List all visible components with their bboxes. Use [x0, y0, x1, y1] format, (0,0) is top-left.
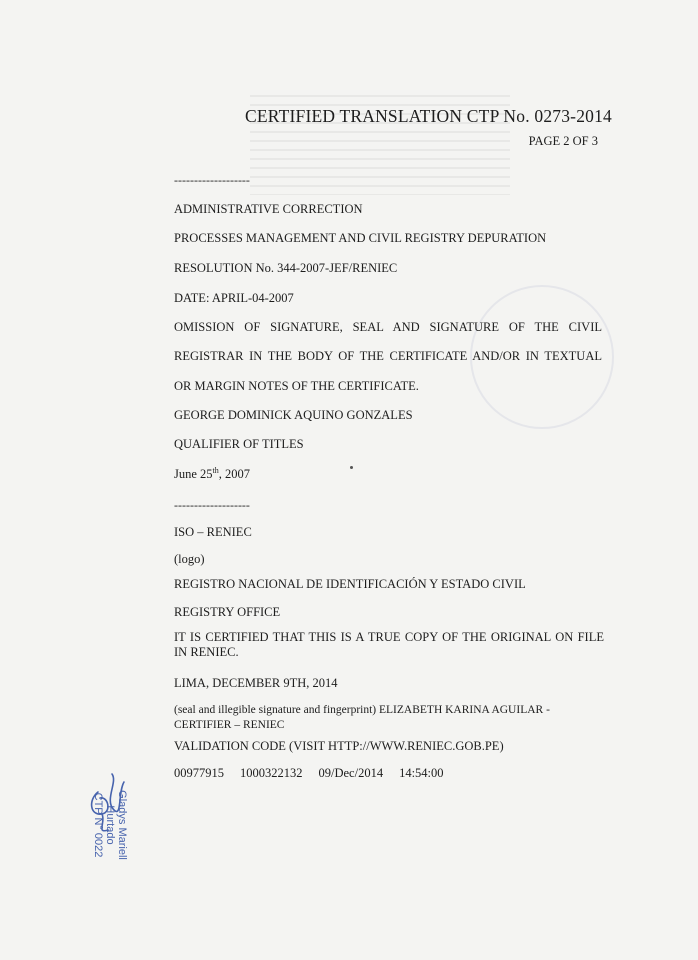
registry-office: REGISTRY OFFICE: [174, 605, 281, 619]
resolution-date: DATE: APRIL-04-2007: [174, 291, 294, 305]
official-name: GEORGE DOMINICK AQUINO GONZALES: [174, 408, 413, 422]
translator-stamp: [92, 770, 128, 880]
resolution-text-line: OMISSION OF SIGNATURE, SEAL AND SIGNATURE OF THE CIVIL: [174, 320, 602, 334]
validation-codes: [174, 766, 460, 781]
translator-name: Gladys Mariell Hurtado: [104, 790, 128, 860]
translator-ctp: CTP N° 0022: [92, 792, 104, 858]
resolution-department: PROCESSES MANAGEMENT AND CIVIL REGISTRY DEPURATION: [174, 231, 547, 245]
separator: -------------------: [174, 498, 250, 512]
resolution-text-line: OR MARGIN NOTES OF THE CERTIFICATE.: [174, 379, 419, 393]
page-number: PAGE 2 OF 3: [528, 134, 598, 148]
resolution-text-line: REGISTRAR IN THE BODY OF THE CERTIFICATE AND/OR IN TEXTUAL: [174, 349, 602, 363]
verification-number: 1000322132: [240, 766, 303, 780]
resolution-heading: ADMINISTRATIVE CORRECTION: [174, 202, 363, 216]
registry-name: REGISTRO NACIONAL DE IDENTIFICACIÓN Y ESTADO CIVIL: [174, 577, 526, 591]
resolution-signed-date: June 25th, 2007: [174, 466, 251, 482]
validation-date: 09/Dec/2014: [318, 766, 384, 780]
place-date: LIMA, DECEMBER 9TH, 2014: [174, 676, 338, 690]
validation-time: 14:54:00: [399, 766, 444, 780]
official-role: QUALIFIER OF TITLES: [174, 437, 304, 451]
validation-code-label: VALIDATION CODE (VISIT HTTP://WWW.RENIEC.GOB.PE): [174, 739, 504, 753]
separator: -------------------: [174, 173, 250, 187]
resolution-number: RESOLUTION No. 344-2007-JEF/RENIEC: [174, 261, 398, 275]
certification-statement: IT IS CERTIFIED THAT THIS IS A TRUE COPY OF THE ORIGINAL ON FILE IN RENIEC.: [174, 630, 604, 659]
certifier-note: (seal and illegible signature and fingerprint) ELIZABETH KARINA AGUILAR - CERTIFIER – RENIEC: [174, 704, 550, 731]
iso-label: ISO – RENIEC: [174, 525, 252, 539]
document-code: 00977915: [174, 766, 224, 780]
logo-note: (logo): [174, 552, 205, 566]
paper-speck: [350, 466, 353, 469]
document-title: CERTIFIED TRANSLATION CTP No. 0273-2014: [245, 106, 612, 126]
